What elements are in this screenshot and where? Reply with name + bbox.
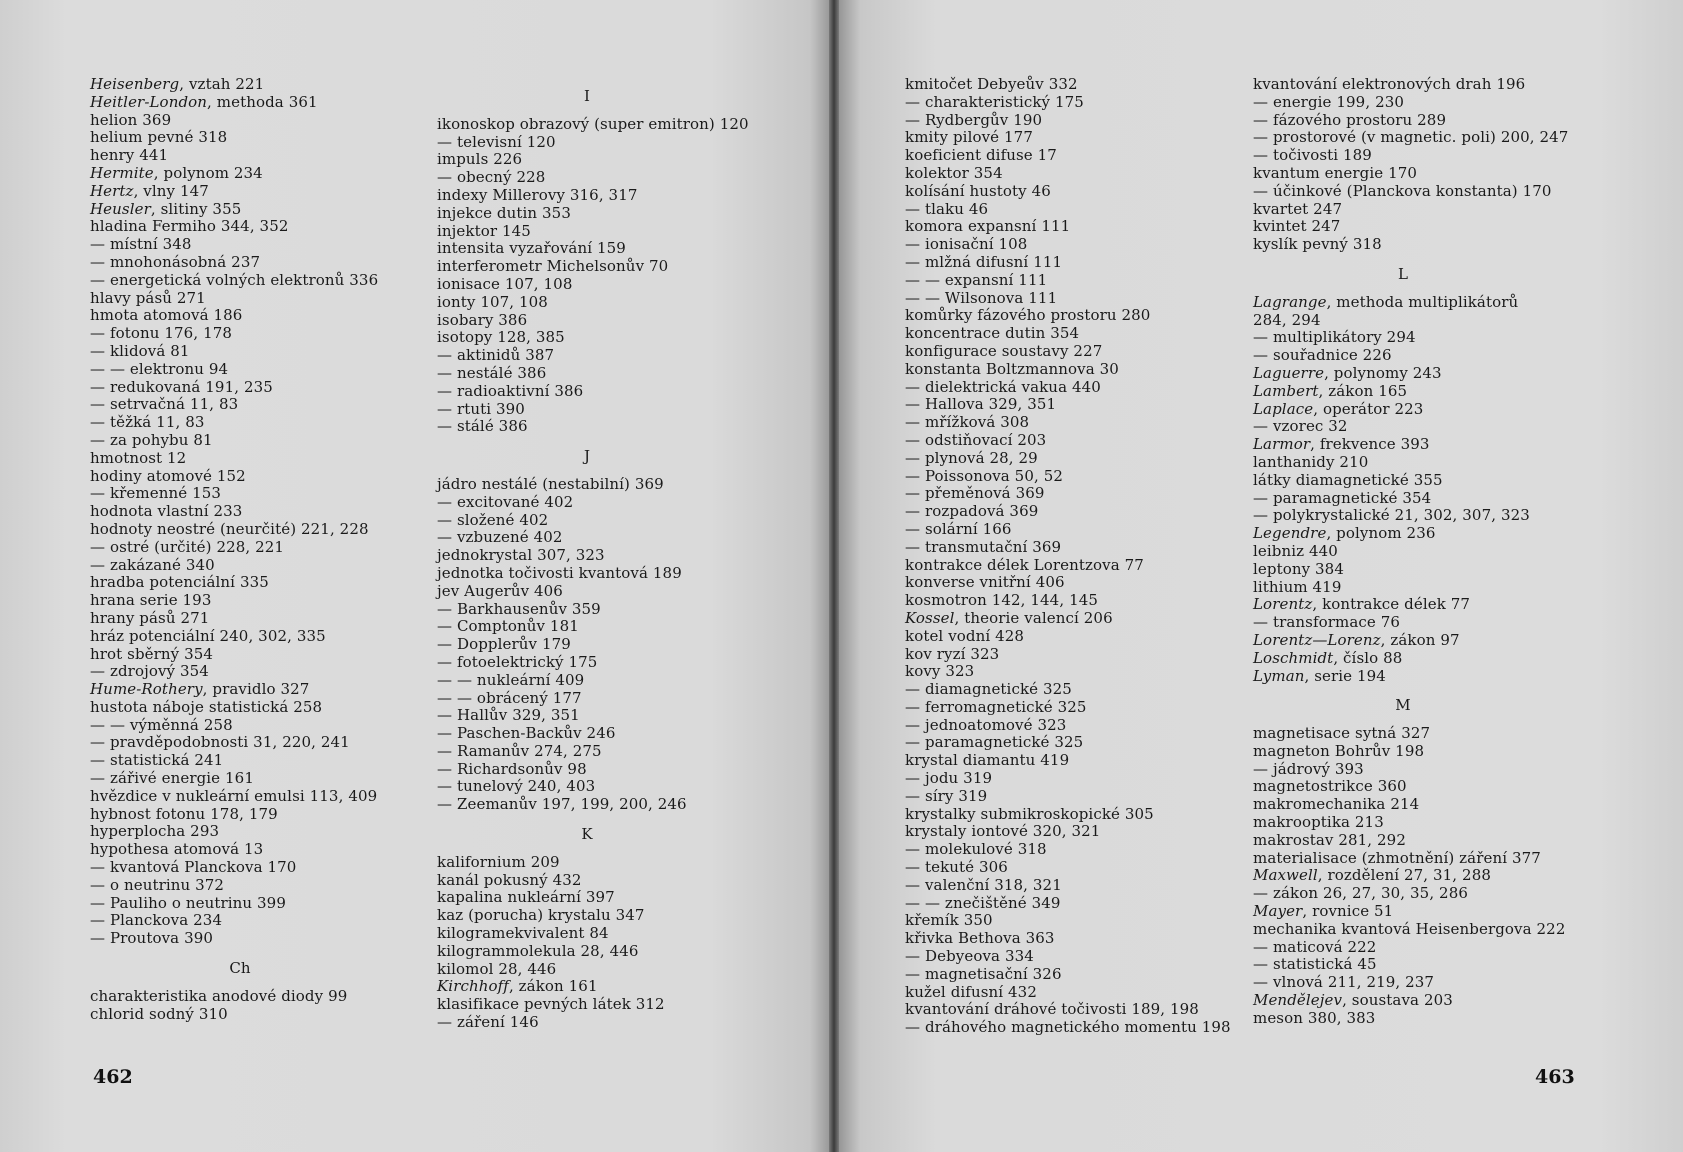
index-entry: hladina Fermiho 344, 352 [90, 217, 289, 236]
index-entry [1253, 294, 1553, 330]
index-entry: — Paschen-Backův 246 [437, 724, 616, 743]
index-entry: — přeměnová 369 [905, 484, 1045, 503]
entry-name: Kirchhoff [437, 977, 509, 996]
index-entry: — Dopplerův 179 [437, 635, 571, 654]
book-spine [829, 0, 839, 1152]
index-entry: — magnetisační 326 [905, 964, 1062, 983]
index-entry: — odstiňovací 203 [905, 430, 1047, 449]
index-entry: — Hallův 329, 351 [437, 706, 580, 725]
entry-text: , číslo 88 [1333, 648, 1403, 667]
index-entry: kosmotron 142, 144, 145 [905, 591, 1098, 610]
index-entry: kaz (porucha) krystalu 347 [437, 906, 645, 925]
index-entry: henry 441 [90, 146, 169, 165]
entry-text: , theorie valencí 206 [954, 608, 1113, 627]
index-entry: — valenční 318, 321 [905, 875, 1062, 894]
entry-text: , polynom 234 [153, 163, 263, 182]
index-entry: — Zeemanův 197, 199, 200, 246 [437, 795, 687, 814]
index-entry [1253, 632, 1553, 650]
index-column [905, 75, 1231, 1037]
index-entry: konfigurace soustavy 227 [905, 341, 1103, 360]
index-entry: konstanta Boltzmannova 30 [905, 359, 1119, 378]
section-letter: M [1395, 696, 1411, 715]
index-entry: interferometr Michelsonův 70 [437, 257, 669, 276]
index-entry: — — výměnná 258 [90, 715, 233, 734]
index-entry: ikonoskop obrazový (super emitron) 120 [437, 114, 749, 133]
index-entry: — Rydbergův 190 [905, 110, 1043, 129]
index-entry: kapalina nukleární 397 [437, 888, 615, 907]
index-entry: klasifikace pevných látek 312 [437, 995, 665, 1014]
index-entry: hrana serie 193 [90, 591, 212, 610]
index-entry: injekce dutin 353 [437, 203, 571, 222]
index-entry: — ferromagnetické 325 [905, 697, 1087, 716]
index-entry: — aktinidů 387 [437, 346, 555, 365]
index-entry: — — elektronu 94 [90, 359, 229, 378]
entry-name: Hermite [90, 163, 154, 182]
section-letter: I [583, 87, 591, 105]
index-entry: — televisní 120 [437, 132, 556, 151]
index-entry: kmitočet Debyeův 332 [905, 75, 1078, 93]
index-entry: kvantování elektronových drah 196 [1253, 75, 1526, 93]
entry-name: Loschmidt [1253, 648, 1334, 667]
index-entry: hmotnost 12 [90, 448, 187, 467]
entry-name: Laplace [1253, 399, 1314, 418]
right-page [835, 0, 1683, 1152]
index-entry: — souřadnice 226 [1253, 346, 1392, 365]
entry-text: , frekvence 393 [1310, 435, 1430, 454]
index-entry: — redukovaná 191, 235 [90, 377, 273, 396]
page-number: 462 [93, 1066, 133, 1088]
index-entry: — solární 166 [905, 519, 1012, 538]
index-entry [1253, 596, 1553, 614]
index-entry: — tunelový 240, 403 [437, 777, 596, 796]
index-entry: — obecný 228 [437, 168, 546, 187]
index-entry: magneton Bohrův 198 [1253, 741, 1425, 760]
index-entry: — polykrystalické 21, 302, 307, 323 [1253, 506, 1530, 525]
index-entry: isotopy 128, 385 [437, 328, 565, 347]
index-entry: kužel difusní 432 [905, 982, 1037, 1001]
index-entry: látky diamagnetické 355 [1253, 470, 1443, 489]
index-entry: chlorid sodný 310 [90, 1004, 228, 1023]
index-entry [1253, 992, 1553, 1010]
index-entry: — klidová 81 [90, 341, 190, 360]
entry-name: Maxwell [1253, 866, 1318, 885]
page-number: 463 [1535, 1066, 1575, 1088]
index-entry: — excitované 402 [437, 492, 574, 511]
entry-text: , methoda 361 [207, 92, 318, 111]
index-entry: — Poissonova 50, 52 [905, 466, 1063, 485]
index-entry: ionisace 107, 108 [437, 274, 573, 293]
index-entry: — složené 402 [437, 510, 549, 529]
entry-text: , slitiny 355 [150, 199, 242, 218]
index-column [1253, 75, 1569, 1028]
index-entry [1253, 383, 1553, 401]
index-entry: jednotka točivosti kvantová 189 [437, 563, 682, 582]
entry-name: Legendre [1253, 524, 1327, 543]
index-entry: — křemenné 153 [90, 484, 222, 503]
index-entry: kvantování dráhové točivosti 189, 198 [905, 1000, 1199, 1019]
index-entry: — vlnová 211, 219, 237 [1253, 973, 1435, 992]
index-entry: makromechanika 214 [1253, 795, 1420, 814]
index-entry: kalifornium 209 [437, 852, 560, 871]
index-entry: — tekuté 306 [905, 858, 1008, 877]
index-entry: impuls 226 [437, 150, 523, 169]
index-entry: — nestálé 386 [437, 363, 547, 382]
index-entry: — rtuti 390 [437, 399, 525, 418]
index-entry [1253, 903, 1553, 921]
index-entry: — jednoatomové 323 [905, 715, 1067, 734]
index-entry: — fotonu 176, 178 [90, 324, 232, 343]
index-entry: — transformace 76 [1253, 613, 1401, 632]
entry-name: Hertz [90, 181, 134, 200]
index-entry: — vzbuzené 402 [437, 528, 563, 547]
index-entry: materialisace (zhmotnění) záření 377 [1253, 848, 1541, 867]
index-entry: hodnota vlastní 233 [90, 502, 243, 521]
index-entry: koeficient difuse 17 [905, 146, 1057, 165]
index-entry: komora expansní 111 [905, 217, 1071, 236]
index-entry: hybnost fotonu 178, 179 [90, 804, 278, 823]
index-entry: — ionisační 108 [905, 235, 1028, 254]
index-entry: kvintet 247 [1253, 217, 1341, 236]
index-entry [90, 165, 390, 183]
left-page [0, 0, 835, 1152]
index-entry: — energetická volných elektronů 336 [90, 270, 379, 289]
index-entry: — dielektrická vakua 440 [905, 377, 1101, 396]
index-entry: makrostav 281, 292 [1253, 830, 1406, 849]
entry-text: , rovnice 51 [1302, 902, 1394, 921]
index-entry: kontrakce délek Lorentzova 77 [905, 555, 1144, 574]
index-entry: — energie 199, 230 [1253, 92, 1404, 111]
index-entry: — točivosti 189 [1253, 146, 1372, 165]
index-entry: — těžká 11, 83 [90, 413, 205, 432]
index-entry: hradba potenciální 335 [90, 573, 269, 592]
entry-name: Heitler-London [90, 92, 208, 111]
index-entry: — Barkhausenův 359 [437, 599, 601, 618]
index-entry: injektor 145 [437, 221, 531, 240]
index-entry: krystal diamantu 419 [905, 751, 1070, 770]
entry-name: Lambert [1253, 381, 1319, 400]
index-entry: hrot sběrný 354 [90, 644, 214, 663]
index-entry: hmota atomová 186 [90, 306, 243, 325]
index-entry: kilogramekvivalent 84 [437, 924, 609, 943]
section-letter: Ch [229, 959, 251, 978]
index-entry: — vzorec 32 [1253, 417, 1348, 436]
entry-name: Mayer [1253, 902, 1303, 921]
index-entry: — za pohybu 81 [90, 430, 213, 449]
index-entry [1253, 436, 1553, 454]
index-entry: — diamagnetické 325 [905, 680, 1072, 699]
entry-text: , zákon 161 [508, 977, 598, 996]
index-entry: leibniz 440 [1253, 541, 1338, 560]
index-entry: — tlaku 46 [905, 199, 989, 218]
index-entry: — prostorové (v magnetic. poli) 200, 247 [1253, 128, 1569, 147]
index-entry: — Debyeova 334 [905, 947, 1034, 966]
index-entry: hvězdice v nukleární emulsi 113, 409 [90, 786, 378, 805]
index-entry: — statistická 241 [90, 751, 224, 770]
entry-text: , soustava 203 [1342, 991, 1453, 1010]
index-entry: — stálé 386 [437, 417, 528, 436]
index-entry: — Pauliho o neutrinu 399 [90, 893, 286, 912]
index-entry: isobary 386 [437, 310, 528, 329]
index-entry: meson 380, 383 [1253, 1008, 1376, 1027]
section-letter: K [581, 825, 593, 844]
entry-text: , methoda multiplikátorů 284, 294 [1253, 292, 1519, 329]
index-entry: — pravděpodobnosti 31, 220, 241 [90, 733, 350, 752]
index-entry [90, 94, 390, 112]
index-entry: komůrky fázového prostoru 280 [905, 306, 1151, 325]
entry-text: , vlny 147 [133, 181, 209, 200]
index-entry: — účinkové (Planckova konstanta) 170 [1253, 181, 1552, 200]
entry-name: Lyman [1253, 666, 1305, 685]
index-entry: kov ryzí 323 [905, 644, 1000, 663]
index-entry [1253, 668, 1553, 686]
index-entry: helium pevné 318 [90, 128, 228, 147]
index-entry [1253, 525, 1553, 543]
index-entry: — — znečištěné 349 [905, 893, 1061, 912]
index-entry: krystaly iontové 320, 321 [905, 822, 1101, 841]
index-entry: — jádrový 393 [1253, 759, 1364, 778]
index-entry: — o neutrinu 372 [90, 875, 225, 894]
index-entry: — mřížková 308 [905, 413, 1030, 432]
index-entry [1253, 650, 1553, 668]
index-entry: helion 369 [90, 110, 172, 129]
index-entry: leptony 384 [1253, 559, 1344, 578]
index-entry: — multiplikátory 294 [1253, 328, 1416, 347]
index-entry: hodiny atomové 152 [90, 466, 246, 485]
index-entry: — — Wilsonova 111 [905, 288, 1058, 307]
index-entry: — Hallova 329, 351 [905, 395, 1057, 414]
index-entry: ionty 107, 108 [437, 292, 548, 311]
index-entry: kolísání hustoty 46 [905, 181, 1051, 200]
index-column [437, 76, 749, 1032]
index-entry: hráz potenciální 240, 302, 335 [90, 626, 326, 645]
index-entry: — zakázané 340 [90, 555, 215, 574]
entry-name: Lorentz [1253, 595, 1313, 614]
index-entry: makrooptika 213 [1253, 813, 1384, 832]
index-entry: — síry 319 [905, 786, 988, 805]
index-entry [905, 610, 1220, 628]
index-entry: kvantum energie 170 [1253, 163, 1418, 182]
index-entry: — — obrácený 177 [437, 688, 582, 707]
index-entry: hlavy pásů 271 [90, 288, 206, 307]
index-entry: — — nukleární 409 [437, 670, 585, 689]
section-letter: J [583, 447, 591, 466]
index-entry: — Ramanův 274, 275 [437, 741, 602, 760]
index-entry: — paramagnetické 354 [1253, 488, 1432, 507]
index-column [90, 76, 390, 1023]
index-entry: kvartet 247 [1253, 199, 1343, 218]
index-entry: — plynová 28, 29 [905, 448, 1038, 467]
index-entry: — Comptonův 181 [437, 617, 579, 636]
index-entry: kovy 323 [905, 662, 975, 681]
index-entry: kilomol 28, 446 [437, 959, 557, 978]
index-entry: — — expansní 111 [905, 270, 1048, 289]
entry-name: Laguerre [1253, 363, 1325, 382]
entry-name: Larmor [1253, 435, 1311, 454]
index-entry: — fázového prostoru 289 [1253, 110, 1447, 129]
index-entry: — maticová 222 [1253, 937, 1377, 956]
index-entry: indexy Millerovy 316, 317 [437, 185, 638, 204]
index-entry: kanál pokusný 432 [437, 870, 582, 889]
index-entry: kyslík pevný 318 [1253, 235, 1382, 254]
entry-text: , polynomy 243 [1324, 363, 1442, 382]
entry-name: Kossel [905, 608, 955, 627]
entry-text: , operátor 223 [1313, 399, 1424, 418]
index-entry: hyperplocha 293 [90, 822, 220, 841]
index-entry: — charakteristický 175 [905, 92, 1084, 111]
index-entry: kilogrammolekula 28, 446 [437, 941, 639, 960]
section-letter: L [1397, 264, 1409, 283]
index-entry: — zákon 26, 27, 30, 35, 286 [1253, 884, 1468, 903]
index-entry: kmity pilové 177 [905, 128, 1033, 147]
index-entry: — zářivé energie 161 [90, 769, 254, 788]
index-entry: intensita vyzařování 159 [437, 239, 626, 258]
entry-name: Lagrange [1253, 292, 1327, 311]
index-entry: magnetisace sytná 327 [1253, 724, 1431, 743]
index-entry: — rozpadová 369 [905, 502, 1039, 521]
index-entry: — dráhového magnetického momentu 198 [905, 1018, 1231, 1037]
index-entry: — Proutova 390 [90, 929, 213, 948]
index-entry: — místní 348 [90, 235, 192, 254]
index-entry: jev Augerův 406 [437, 581, 563, 600]
index-entry: — paramagnetické 325 [905, 733, 1084, 752]
index-entry: — mlžná difusní 111 [905, 252, 1063, 271]
index-entry: kolektor 354 [905, 163, 1003, 182]
index-entry: — transmutační 369 [905, 537, 1062, 556]
index-entry: — mnohonásobná 237 [90, 252, 261, 271]
index-entry [90, 183, 390, 201]
index-entry: lithium 419 [1253, 577, 1342, 596]
index-entry [90, 201, 390, 219]
index-entry: hodnoty neostré (neurčité) 221, 228 [90, 519, 369, 538]
index-entry: — ostré (určité) 228, 221 [90, 537, 285, 556]
entry-name: Lorentz—Lorenz [1253, 630, 1381, 649]
index-entry: magnetostrikce 360 [1253, 777, 1407, 796]
index-entry: — záření 146 [437, 1013, 539, 1032]
index-entry: jádro nestálé (nestabilní) 369 [437, 474, 664, 493]
index-entry: jednokrystal 307, 323 [437, 546, 605, 565]
entry-text: , vztah 221 [179, 75, 265, 93]
index-entry: konverse vnitřní 406 [905, 573, 1065, 592]
index-entry: hypothesa atomová 13 [90, 840, 264, 859]
index-entry: — zdrojový 354 [90, 662, 209, 681]
entry-text: , pravidlo 327 [202, 680, 310, 699]
entry-name: Mendělejev [1253, 991, 1343, 1010]
index-entry: lanthanidy 210 [1253, 452, 1369, 471]
entry-name: Heisenberg [90, 75, 180, 93]
entry-text: , zákon 165 [1318, 381, 1408, 400]
index-entry [437, 978, 737, 996]
index-entry [1253, 401, 1553, 419]
entry-text: , serie 194 [1304, 666, 1386, 685]
index-entry: — statistická 45 [1253, 955, 1377, 974]
index-entry: charakteristika anodové diody 99 [90, 986, 348, 1005]
index-entry: krystalky submikroskopické 305 [905, 804, 1154, 823]
entry-text: , kontrakce délek 77 [1312, 595, 1471, 614]
index-entry [1253, 867, 1553, 885]
index-entry: koncentrace dutin 354 [905, 324, 1080, 343]
entry-name: Heusler [90, 199, 151, 218]
index-entry [90, 681, 390, 699]
index-entry: hrany pásů 271 [90, 608, 210, 627]
entry-text: , rozdělení 27, 31, 288 [1317, 866, 1491, 885]
index-entry [1253, 365, 1553, 383]
index-entry [90, 76, 390, 94]
index-entry: — jodu 319 [905, 769, 993, 788]
index-entry: — setrvačná 11, 83 [90, 395, 239, 414]
index-entry: — kvantová Planckova 170 [90, 858, 297, 877]
index-entry: mechanika kvantová Heisenbergova 222 [1253, 919, 1566, 938]
entry-text: , zákon 97 [1380, 630, 1460, 649]
index-entry: křemík 350 [905, 911, 993, 930]
index-entry: hustota náboje statistická 258 [90, 697, 323, 716]
index-entry: — fotoelektrický 175 [437, 652, 598, 671]
index-entry: — Richardsonův 98 [437, 759, 587, 778]
index-entry: křivka Bethova 363 [905, 929, 1055, 948]
entry-name: Hume-Rothery [90, 680, 203, 699]
index-entry: — molekulové 318 [905, 840, 1047, 859]
index-entry: — Planckova 234 [90, 911, 223, 930]
entry-text: , polynom 236 [1326, 524, 1436, 543]
index-entry: — radioaktivní 386 [437, 381, 584, 400]
index-entry: kotel vodní 428 [905, 626, 1025, 645]
